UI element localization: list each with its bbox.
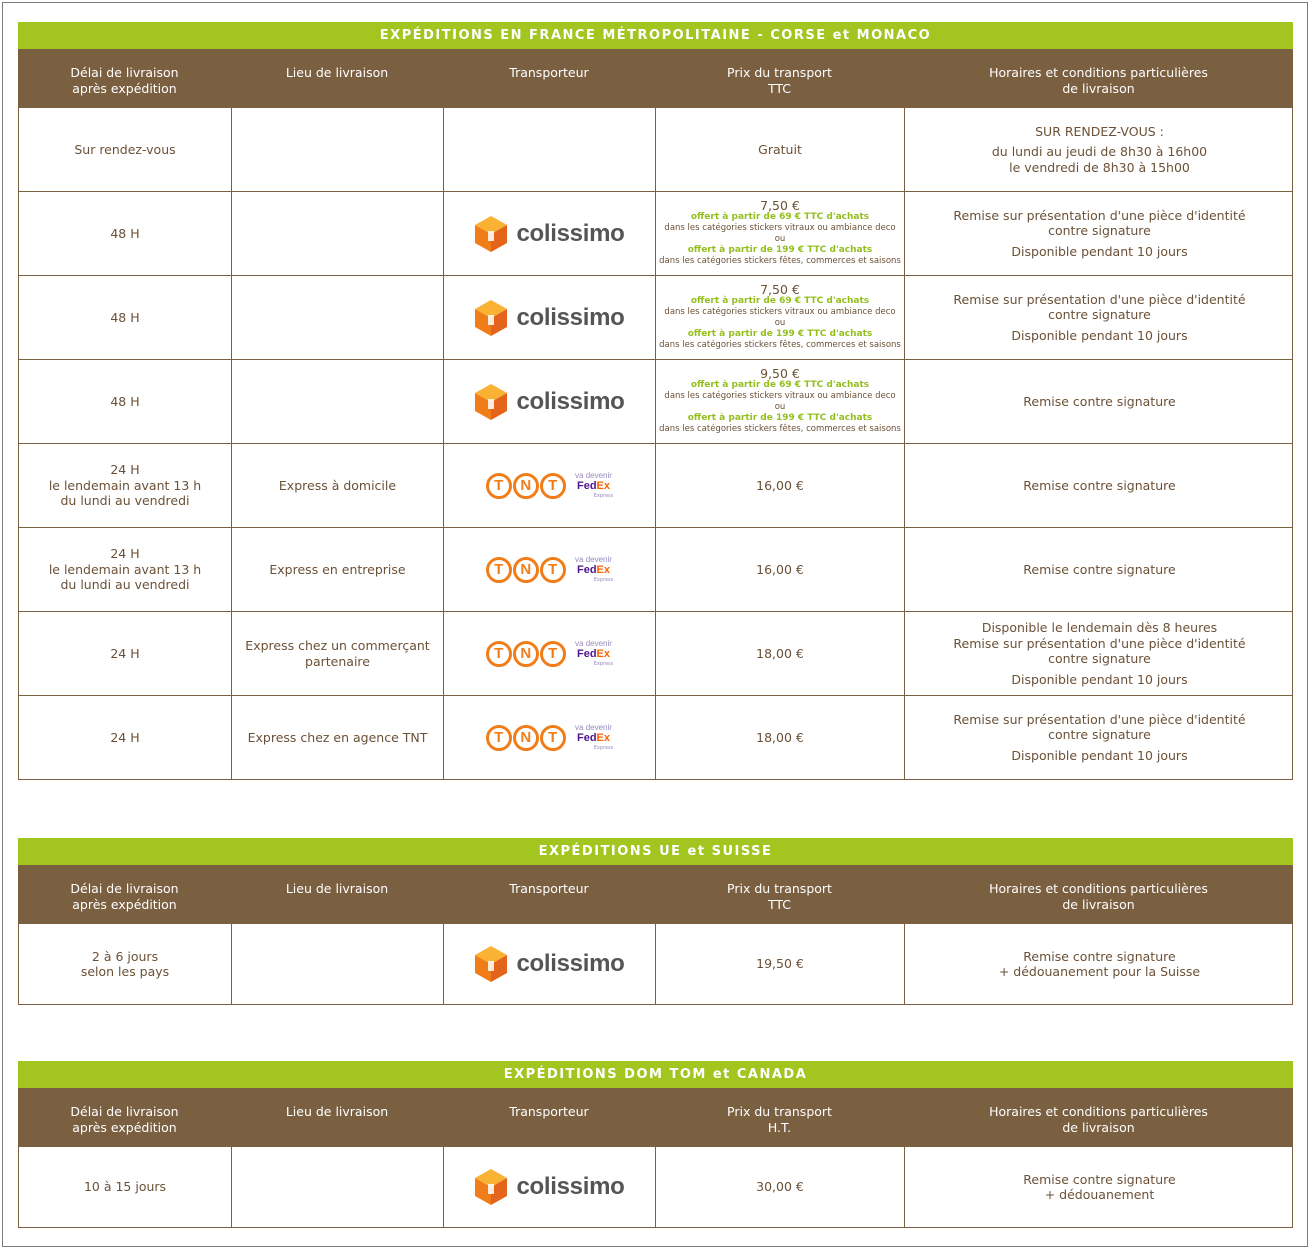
condition-line: Disponible le lendemain dès 8 heures Remise sur présentation d'une pièce d'identité contre signature bbox=[953, 620, 1246, 666]
header-lieu: Lieu de livraison bbox=[285, 1104, 389, 1119]
cell-conditions bbox=[905, 360, 1294, 443]
condition-line: Remise contre signature bbox=[1023, 393, 1176, 409]
colissimo-logo: colissimo bbox=[474, 215, 624, 253]
cell-price: Gratuit bbox=[656, 108, 905, 191]
cell-conditions bbox=[905, 444, 1294, 527]
cell-carrier bbox=[444, 612, 656, 695]
cell-price: 30,00 € bbox=[656, 1147, 905, 1227]
cell-conditions bbox=[905, 1147, 1294, 1227]
cell-delai: 2 à 6 jours selon les pays bbox=[19, 924, 232, 1004]
cell-lieu: Express en entreprise bbox=[232, 528, 444, 611]
cell-conditions bbox=[905, 924, 1294, 1004]
section-dom-tom-canada bbox=[18, 1061, 1293, 1228]
section-ue-suisse bbox=[18, 838, 1293, 1005]
header-transporteur: Transporteur bbox=[509, 65, 589, 80]
price-value: 7,50 € bbox=[760, 282, 800, 297]
condition-line: Remise contre signature + dédouanement pour la Suisse bbox=[998, 948, 1201, 979]
tnt-fedex-logo: T N T va devenir FedEx Express bbox=[486, 555, 614, 585]
table-row bbox=[19, 108, 1292, 192]
header-transporteur: Transporteur bbox=[509, 1104, 589, 1119]
table-row bbox=[19, 924, 1292, 1005]
header-delai: Délai de livraison après expédition bbox=[70, 65, 179, 96]
cell-conditions bbox=[905, 276, 1294, 359]
colissimo-logo: colissimo bbox=[474, 299, 624, 337]
table-row bbox=[19, 612, 1292, 696]
colissimo-box-icon bbox=[474, 215, 508, 253]
cell-delai: 24 H le lendemain avant 13 h du lundi au vendredi bbox=[19, 528, 232, 611]
section-title: EXPÉDITIONS UE et SUISSE bbox=[18, 838, 1293, 865]
cell-delai: 24 H bbox=[19, 696, 232, 779]
header-transporteur: Transporteur bbox=[509, 881, 589, 896]
colissimo-box-icon bbox=[474, 299, 508, 337]
condition-line: Disponible pendant 10 jours bbox=[1011, 243, 1188, 259]
cell-price: 19,50 € bbox=[656, 924, 905, 1004]
cell-carrier bbox=[444, 444, 656, 527]
cell-carrier bbox=[444, 924, 656, 1004]
cell-price: 18,00 € bbox=[656, 696, 905, 779]
category-line: dans les catégories stickers fêtes, commerces et saisons bbox=[659, 340, 901, 350]
condition-line: Disponible pendant 10 jours bbox=[1011, 747, 1188, 763]
cell-lieu: Express à domicile bbox=[232, 444, 444, 527]
category-line: dans les catégories stickers vitraux ou ambiance deco bbox=[664, 391, 896, 401]
table-row bbox=[19, 696, 1292, 780]
cell-lieu bbox=[232, 108, 444, 191]
cell-delai: Sur rendez-vous bbox=[19, 108, 232, 191]
colissimo-logo: colissimo bbox=[474, 1168, 624, 1206]
category-line: dans les catégories stickers vitraux ou ambiance deco bbox=[664, 307, 896, 317]
tnt-fedex-logo: T N T va devenir FedEx Express bbox=[486, 639, 614, 669]
header-lieu: Lieu de livraison bbox=[285, 65, 389, 80]
cell-price: 18,00 € bbox=[656, 612, 905, 695]
offer-line: offert à partir de 199 € TTC d'achats bbox=[687, 329, 873, 339]
header-conditions: Horaires et conditions particulières de livraison bbox=[989, 881, 1208, 912]
table-row bbox=[19, 528, 1292, 612]
cell-delai: 10 à 15 jours bbox=[19, 1147, 232, 1227]
table-row bbox=[19, 276, 1292, 360]
table-row bbox=[19, 444, 1292, 528]
condition-line: Remise contre signature bbox=[1023, 477, 1176, 493]
table-header bbox=[18, 865, 1293, 924]
table-header bbox=[18, 1088, 1293, 1147]
condition-line: Remise sur présentation d'une pièce d'identité contre signature bbox=[953, 291, 1246, 323]
header-delai: Délai de livraison après expédition bbox=[70, 881, 179, 912]
or-line: ou bbox=[774, 402, 786, 412]
cell-carrier bbox=[444, 108, 656, 191]
cell-conditions bbox=[905, 696, 1294, 779]
cell-lieu: Express chez un commerçant partenaire bbox=[232, 612, 444, 695]
section-france bbox=[18, 22, 1293, 780]
cell-delai: 48 H bbox=[19, 192, 232, 275]
offer-line: offert à partir de 69 € TTC d'achats bbox=[690, 380, 870, 390]
cell-delai: 48 H bbox=[19, 360, 232, 443]
cell-carrier bbox=[444, 360, 656, 443]
table-row bbox=[19, 360, 1292, 444]
table-row bbox=[19, 1147, 1292, 1228]
section-title: EXPÉDITIONS EN FRANCE MÉTROPOLITAINE - CORSE et MONACO bbox=[18, 22, 1293, 49]
colissimo-logo: colissimo bbox=[474, 383, 624, 421]
cell-carrier bbox=[444, 1147, 656, 1227]
or-line: ou bbox=[774, 318, 786, 328]
tnt-fedex-logo: T N T va devenir FedEx Express bbox=[486, 723, 614, 753]
offer-line: offert à partir de 199 € TTC d'achats bbox=[687, 245, 873, 255]
cell-lieu bbox=[232, 276, 444, 359]
cell-carrier bbox=[444, 276, 656, 359]
cell-lieu bbox=[232, 192, 444, 275]
offer-line: offert à partir de 69 € TTC d'achats bbox=[690, 212, 870, 222]
cell-conditions bbox=[905, 612, 1294, 695]
condition-line: Remise contre signature bbox=[1023, 561, 1176, 577]
colissimo-logo: colissimo bbox=[474, 945, 624, 983]
colissimo-box-icon bbox=[474, 945, 508, 983]
cell-price: 16,00 € bbox=[656, 444, 905, 527]
cell-lieu bbox=[232, 360, 444, 443]
colissimo-box-icon bbox=[474, 1168, 508, 1206]
offer-line: offert à partir de 199 € TTC d'achats bbox=[687, 413, 873, 423]
section-title: EXPÉDITIONS DOM TOM et CANADA bbox=[18, 1061, 1293, 1088]
cell-conditions bbox=[905, 528, 1294, 611]
header-prix: Prix du transport TTC bbox=[727, 881, 832, 912]
condition-line: SUR RENDEZ-VOUS : bbox=[1035, 123, 1164, 139]
cell-carrier bbox=[444, 528, 656, 611]
cell-carrier bbox=[444, 192, 656, 275]
category-line: dans les catégories stickers vitraux ou ambiance deco bbox=[664, 223, 896, 233]
cell-carrier bbox=[444, 696, 656, 779]
cell-lieu: Express chez en agence TNT bbox=[232, 696, 444, 779]
cell-lieu bbox=[232, 1147, 444, 1227]
header-lieu: Lieu de livraison bbox=[285, 881, 389, 896]
condition-line: Remise contre signature + dédouanement bbox=[1023, 1171, 1176, 1202]
cell-price bbox=[656, 360, 905, 443]
cell-lieu bbox=[232, 924, 444, 1004]
cell-delai: 24 H le lendemain avant 13 h du lundi au vendredi bbox=[19, 444, 232, 527]
offer-line: offert à partir de 69 € TTC d'achats bbox=[690, 296, 870, 306]
header-prix: Prix du transport H.T. bbox=[727, 1104, 832, 1135]
table-row bbox=[19, 192, 1292, 276]
condition-line: du lundi au jeudi de 8h30 à 16h00 le vendredi de 8h30 à 15h00 bbox=[991, 144, 1208, 175]
category-line: dans les catégories stickers fêtes, commerces et saisons bbox=[659, 424, 901, 434]
cell-delai: 48 H bbox=[19, 276, 232, 359]
header-prix: Prix du transport TTC bbox=[727, 65, 832, 96]
header-conditions: Horaires et conditions particulières de livraison bbox=[989, 1104, 1208, 1135]
or-line: ou bbox=[774, 234, 786, 244]
tnt-fedex-logo: T N T va devenir FedEx Express bbox=[486, 471, 614, 501]
price-value: 9,50 € bbox=[760, 366, 800, 381]
cell-price bbox=[656, 276, 905, 359]
condition-line: Remise sur présentation d'une pièce d'identité contre signature bbox=[953, 711, 1246, 743]
cell-conditions bbox=[905, 108, 1294, 191]
cell-delai: 24 H bbox=[19, 612, 232, 695]
cell-conditions bbox=[905, 192, 1294, 275]
category-line: dans les catégories stickers fêtes, commerces et saisons bbox=[659, 256, 901, 266]
condition-line: Disponible pendant 10 jours bbox=[1011, 327, 1188, 343]
cell-price bbox=[656, 192, 905, 275]
condition-line: Disponible pendant 10 jours bbox=[1011, 671, 1188, 687]
price-value: 7,50 € bbox=[760, 198, 800, 213]
header-conditions: Horaires et conditions particulières de livraison bbox=[989, 65, 1208, 96]
table-header bbox=[18, 49, 1293, 108]
condition-line: Remise sur présentation d'une pièce d'identité contre signature bbox=[953, 207, 1246, 239]
cell-price: 16,00 € bbox=[656, 528, 905, 611]
header-delai: Délai de livraison après expédition bbox=[70, 1104, 179, 1135]
colissimo-box-icon bbox=[474, 383, 508, 421]
